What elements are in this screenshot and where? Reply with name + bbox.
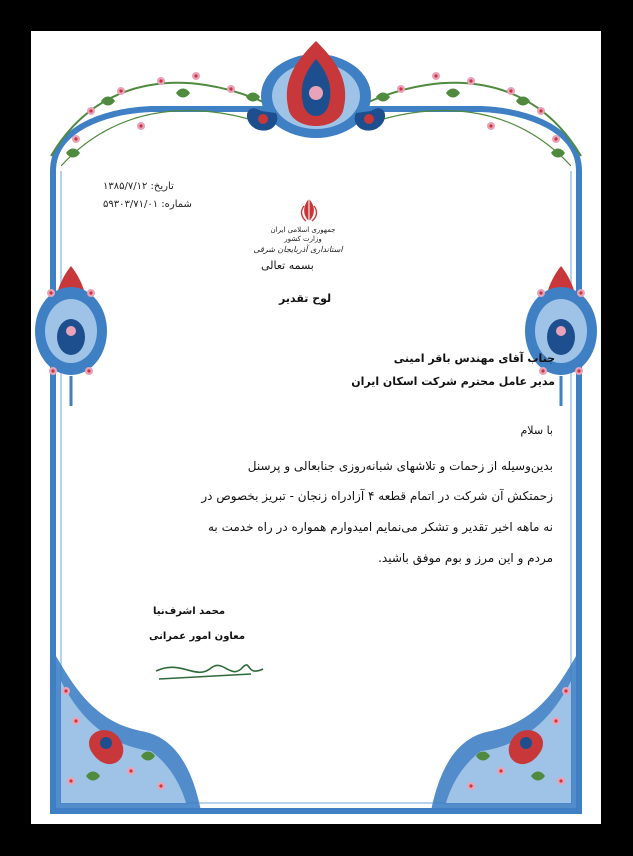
page-title: لوح تقدیر — [279, 292, 332, 305]
body-line: نه ماهه اخیر تقدیر و تشکر می‌نمایم امیدوارم همواره در راه خدمت به — [207, 520, 553, 534]
recipient-position: مدیر عامل محترم شرکت اسکان ایران — [351, 375, 555, 388]
ornamental-frame — [31, 31, 601, 824]
greeting: با سلام — [520, 424, 553, 437]
gov-line-2: وزارت کشور — [284, 235, 322, 243]
signatory-title: معاون امور عمرانی — [149, 631, 246, 642]
body-line: زحمتکش آن شرکت در اتمام قطعه ۴ آزادراه زنجان - تبریز بخصوص در — [201, 489, 553, 503]
certificate-page — [31, 31, 601, 824]
date-row — [103, 181, 174, 192]
bottom-right-ornament — [431, 651, 579, 811]
bottom-left-ornament — [53, 651, 201, 811]
recipient-name: جناب آقای مهندس باقر امینی — [393, 352, 555, 365]
body-line: بدین‌وسیله از زحمات و تلاشهای شبانه‌روزی جنابعالی و پرسنل — [247, 459, 553, 473]
body-line: مردم و این مرز و بوم موفق باشید. — [378, 551, 553, 565]
number-row — [103, 199, 192, 210]
number-label: شماره: — [161, 199, 192, 210]
date-label: تاریخ: — [150, 181, 174, 192]
basmala: بسمه تعالی — [261, 259, 314, 272]
top-garland — [51, 41, 581, 166]
signature — [156, 665, 263, 679]
gov-line-1: جمهوری اسلامی ایران — [270, 226, 336, 234]
number-value: ۵۹۳۰۳/۷۱/۰۱ — [103, 199, 159, 210]
left-medallion — [35, 266, 107, 406]
gov-line-3: استانداری آذربایجان شرقی — [253, 245, 343, 254]
signatory-name: محمد اشرف‌نیا — [153, 606, 226, 617]
date-value: ۱۳۸۵/۷/۱۲ — [103, 181, 148, 192]
iran-emblem-icon — [302, 197, 317, 221]
